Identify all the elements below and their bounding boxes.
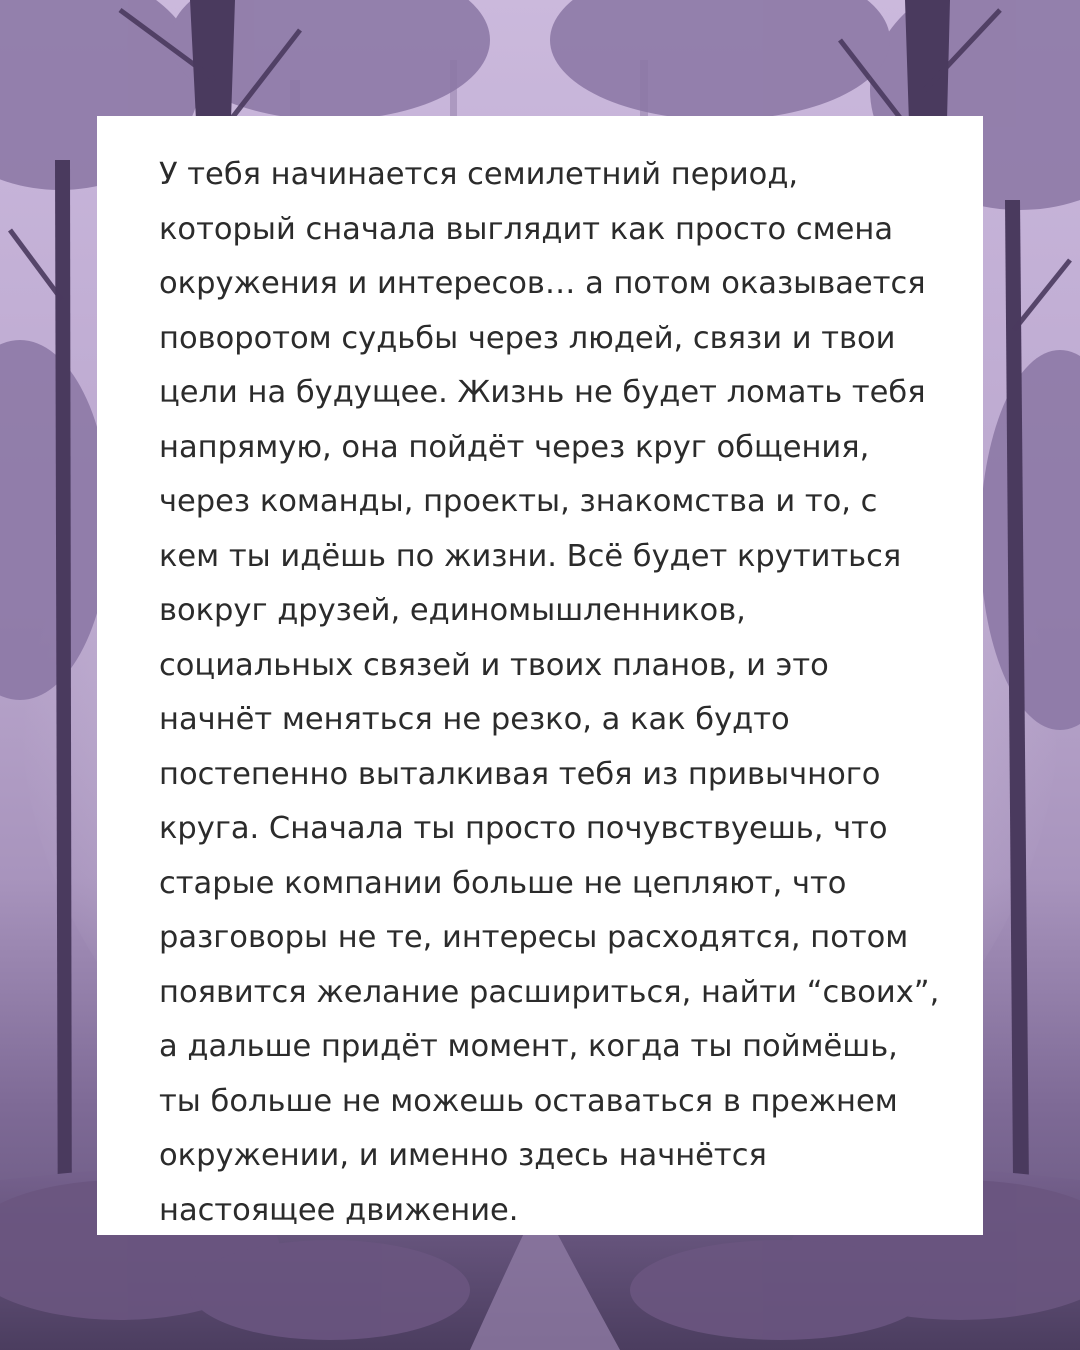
- text-line: который сначала выглядит как просто смена: [159, 211, 894, 247]
- text-line: старые компании больше не цепляют, что: [159, 865, 847, 901]
- text-line: разговоры не те, интересы расходятся, потом: [159, 920, 909, 955]
- text-line: вокруг друзей, единомышленников,: [159, 593, 746, 628]
- text-line: окружения и интересов… а потом оказывается: [159, 266, 926, 301]
- text-line: через команды, проекты, знакомства и то, с: [159, 484, 878, 519]
- text-line: социальных связей и твоих планов, и это: [159, 647, 829, 683]
- text-line: постепенно выталкивая тебя из привычного: [159, 756, 881, 792]
- text-line: поворотом судьбы через людей, связи и твои: [159, 320, 896, 356]
- text-line: цели на будущее. Жизнь не будет ломать тебя: [159, 375, 926, 410]
- text-line: окружении, и именно здесь начнётся: [159, 1138, 767, 1173]
- text-line: настоящее движение.: [159, 1192, 519, 1228]
- text-line: круга. Сначала ты просто почувствуешь, что: [159, 811, 888, 846]
- text-line: начнёт меняться не резко, а как будто: [159, 702, 790, 737]
- text-line: кем ты идёшь по жизни. Всё будет крутиться: [159, 538, 902, 574]
- text-card: [97, 116, 983, 1235]
- text-line: появится желание расшириться, найти “своих”,: [159, 974, 940, 1010]
- card-paragraph: [159, 148, 947, 1238]
- text-line: напрямую, она пойдёт через круг общения,: [159, 429, 870, 465]
- text-line: ты больше не можешь оставаться в прежнем: [159, 1083, 898, 1119]
- text-line: У тебя начинается семилетний период,: [159, 157, 799, 192]
- text-line: а дальше придёт момент, когда ты поймёшь,: [159, 1029, 898, 1064]
